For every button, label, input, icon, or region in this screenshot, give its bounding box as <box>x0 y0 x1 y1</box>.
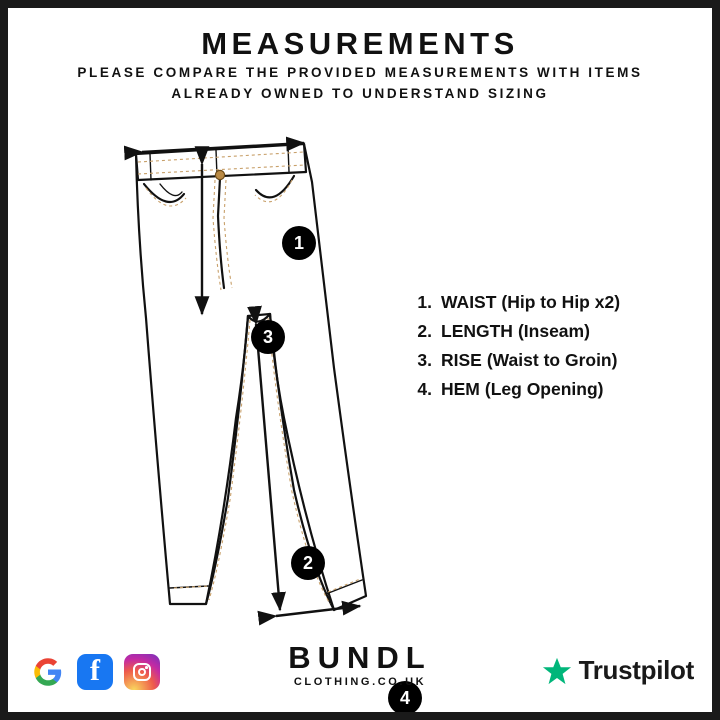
footer <box>8 632 712 698</box>
badge-length: 2 <box>291 546 325 580</box>
legend-label: WAIST <box>441 292 497 312</box>
legend-number: 3. <box>417 350 432 370</box>
page-subtitle: PLEASE COMPARE THE PROVIDED MEASUREMENTS WITH ITEMS ALREADY OWNED TO UNDERSTAND SIZING <box>77 65 643 101</box>
legend-note: (Waist to Groin) <box>486 350 618 370</box>
facebook-f-glyph: f <box>90 654 100 687</box>
legend-note: (Hip to Hip x2) <box>501 292 621 312</box>
legend-number: 1. <box>417 292 432 312</box>
legend-item-hem <box>406 379 706 400</box>
legend-label: RISE <box>441 350 482 370</box>
jeans-illustration <box>98 118 388 638</box>
legend-label: HEM <box>441 379 480 399</box>
trustpilot-logo[interactable] <box>542 655 694 686</box>
legend-note: (Leg Opening) <box>484 379 604 399</box>
page-title: MEASUREMENTS <box>201 26 519 61</box>
measurement-legend <box>406 292 706 408</box>
legend-item-waist <box>406 292 706 313</box>
badge-rise: 3 <box>251 320 285 354</box>
badge-hem: 4 <box>388 681 422 715</box>
hem-arrow <box>276 606 360 616</box>
legend-item-length <box>406 321 706 342</box>
legend-item-rise <box>406 350 706 371</box>
legend-number: 4. <box>417 379 432 399</box>
jeans-button <box>215 170 224 179</box>
legend-label: LENGTH <box>441 321 513 341</box>
brand-subtitle: CLOTHING.CO.UK <box>293 676 427 688</box>
brand-name: BUNDL <box>288 640 432 675</box>
legend-note: (Inseam) <box>517 321 590 341</box>
trustpilot-label: Trustpilot <box>578 655 694 685</box>
legend-number: 2. <box>417 321 432 341</box>
trustpilot-star-icon <box>542 656 572 686</box>
badge-waist: 1 <box>282 226 316 260</box>
